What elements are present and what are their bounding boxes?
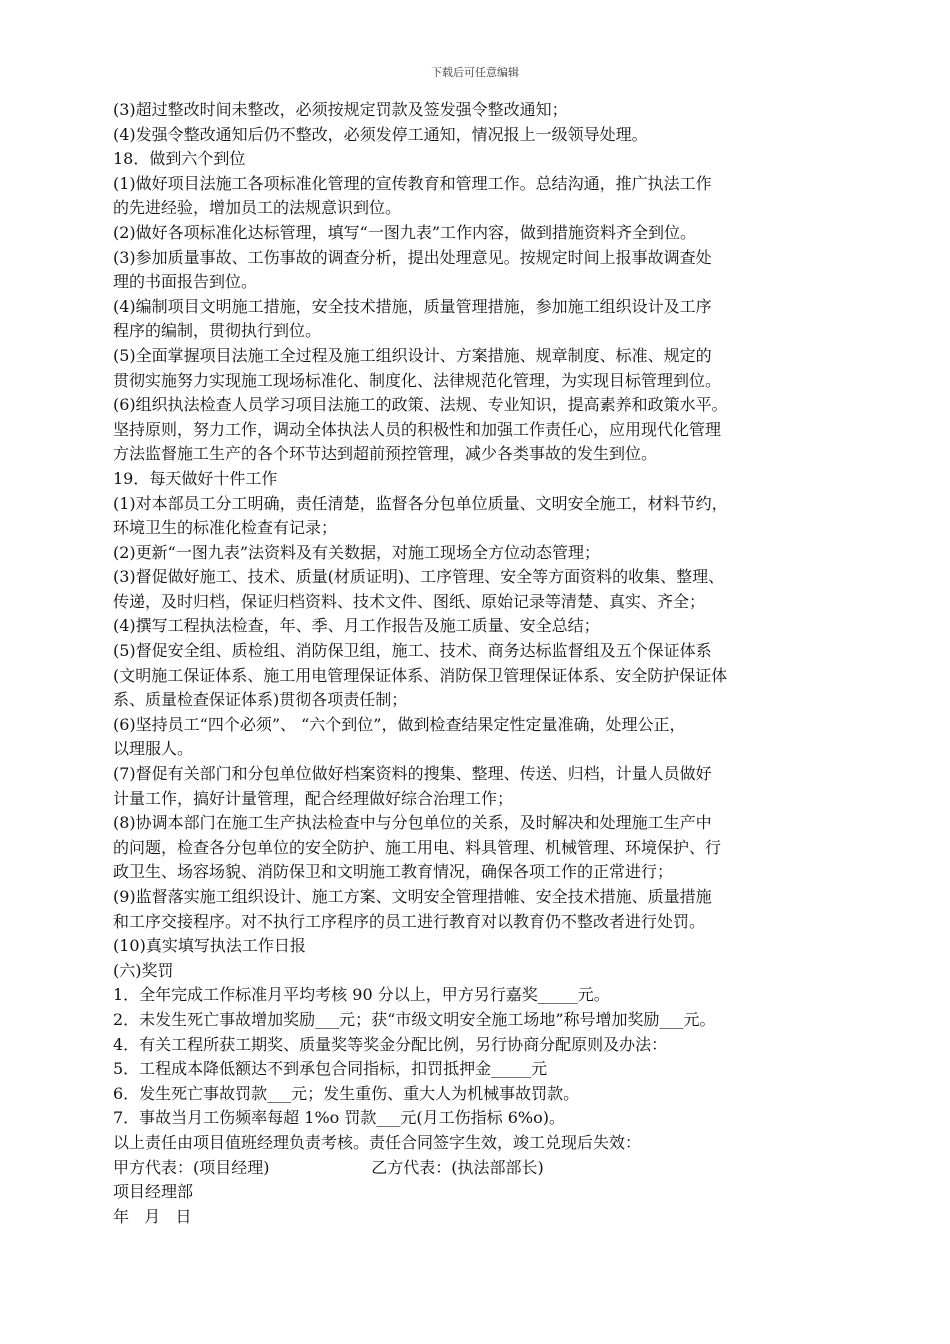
page-header-note: 下载后可任意编辑 <box>431 66 519 79</box>
body-line: 系、质量检查保证体系)贯彻各项责任制； <box>113 690 408 710</box>
section-heading: (六)奖罚 <box>113 960 174 980</box>
reward-item: 6．发生死亡事故罚款___元；发生重伤、重大人为机械事故罚款。 <box>113 1083 580 1103</box>
document-body <box>113 98 865 1229</box>
body-line: 的问题，检查各分包单位的安全防护、施工用电、料具管理、机械管理、环境保护、行 <box>113 837 722 857</box>
body-line: (文明施工保证体系、施工用电管理保证体系、消防保卫管理保证体系、安全防护保证体 <box>113 665 728 685</box>
body-line: 方法监督施工生产的各个环节达到超前预控管理，减少各类事故的发生到位。 <box>113 444 658 464</box>
body-line: (5)全面掌握项目法施工全过程及施工组织设计、方案措施、规章制度、标准、规定的 <box>113 345 712 365</box>
reward-item: 4．有关工程所获工期奖、质量奖等奖金分配比例，另行协商分配原则及办法： <box>113 1034 668 1054</box>
body-line: (3)超过整改时间未整改，必须按规定罚款及签发强令整改通知； <box>113 100 568 119</box>
body-line: (4)发强令整改通知后仍不整改，必须发停工通知，情况报上一级领导处理。 <box>113 124 648 144</box>
closing-statement: 以上责任由项目值班经理负责考核。责任合同签字生效，竣工兑现后失效： <box>113 1132 642 1152</box>
body-line: (4)撰写工程执法检查，年、季、月工作报告及施工质量、安全总结； <box>113 616 600 636</box>
body-line: (2)做好各项标准化达标管理，填写“一图九表”工作内容，做到措施资料齐全到位。 <box>113 222 697 242</box>
body-line: 计量工作，搞好计量管理，配合经理做好综合治理工作； <box>113 788 514 808</box>
section-heading: 18．做到六个到位 <box>113 149 246 169</box>
body-line: (6)组织执法检查人员学习项目法施工的政策、法规、专业知识，提高素养和政策水平。 <box>113 395 728 415</box>
reward-item: 7．事故当月工伤频率每超 1%o 罚款___元(月工伤指标 6%o)。 <box>113 1108 565 1128</box>
reward-item: 1．全年完成工作标准月平均考核 90 分以上，甲方另行嘉奖_____元。 <box>113 985 610 1005</box>
body-line: (7)督促有关部门和分包单位做好档案资料的搜集、整理、传送、归档，计量人员做好 <box>113 764 712 784</box>
body-line: 环境卫生的标准化检查有记录； <box>113 518 338 538</box>
body-line: 贯彻实施努力实现施工现场标准化、制度化、法律规范化管理，为实现目标管理到位。 <box>113 370 722 390</box>
reward-item: 2．未发生死亡事故增加奖励___元；获“市级文明安全施工场地”称号增加奖励___元。 <box>113 1009 716 1029</box>
body-line: (9)监督落实施工组织设计、施工方案、文明安全管理措帷、安全技术措施、质量措施 <box>113 887 712 906</box>
body-line: (1)对本部员工分工明确，责任清楚，监督各分包单位质量、文明安全施工，材料节约， <box>113 493 728 513</box>
body-line: (8)协调本部门在施工生产执法检查中与分包单位的关系，及时解决和处理施工生产中 <box>113 813 712 833</box>
body-line: (3)督促做好施工、技术、质量(材质证明)、工序管理、安全等方面资料的收集、整理、 <box>113 567 725 587</box>
body-line: (6)坚持员工“四个必须”、 “六个到位”，做到检查结果定性定量准确，处理公正， <box>113 714 686 734</box>
body-line: (4)编制项目文明施工措施，安全技术措施，质量管理措施，参加施工组织设计及工序 <box>113 296 712 316</box>
body-line: 以理服人。 <box>113 739 194 759</box>
body-line: (2)更新“一图九表”法资料及有关数据，对施工现场全方位动态管理； <box>113 542 601 562</box>
body-line: 程序的编制，贯彻执行到位。 <box>113 321 322 341</box>
body-line: (1)做好项目法施工各项标准化管理的宣传教育和管理工作。总结沟通，推广执法工作 <box>113 173 712 193</box>
body-line: (3)参加质量事故、工伤事故的调查分析，提出处理意见。按规定时间上报事故调查处 <box>113 247 712 267</box>
signature-line: 甲方代表：(项目经理) 乙方代表：(执法部部长) <box>113 1157 544 1177</box>
date-line: 年 月 日 <box>113 1206 192 1226</box>
reward-item: 5．工程成本降低额达不到承包合同指标，扣罚抵押金_____元 <box>113 1059 548 1079</box>
body-line: 理的书面报告到位。 <box>113 272 258 292</box>
department-name: 项目经理部 <box>113 1182 194 1202</box>
body-line: (10)真实填写执法工作日报 <box>113 936 306 956</box>
body-line: 的先进经验，增加员工的法规意识到位。 <box>113 198 402 218</box>
body-line: 传递，及时归档，保证归档资料、技术文件、图纸、原始记录等清楚、真实、齐全； <box>113 591 706 611</box>
section-heading: 19．每天做好十件工作 <box>113 468 278 488</box>
body-line: 政卫生、场容场貌、消防保卫和文明施工教育情况，确保各项工作的正常进行； <box>113 862 674 882</box>
body-line: 和工序交接程序。对不执行工序程序的员工进行教育对以教育仍不整改者进行处罚。 <box>113 911 706 931</box>
body-line: (5)督促安全组、质检组、消防保卫组，施工、技术、商务达标监督组及五个保证体系 <box>113 641 712 661</box>
body-line: 坚持原则，努力工作，调动全体执法人员的积极性和加强工作责任心，应用现代化管理 <box>113 419 722 439</box>
